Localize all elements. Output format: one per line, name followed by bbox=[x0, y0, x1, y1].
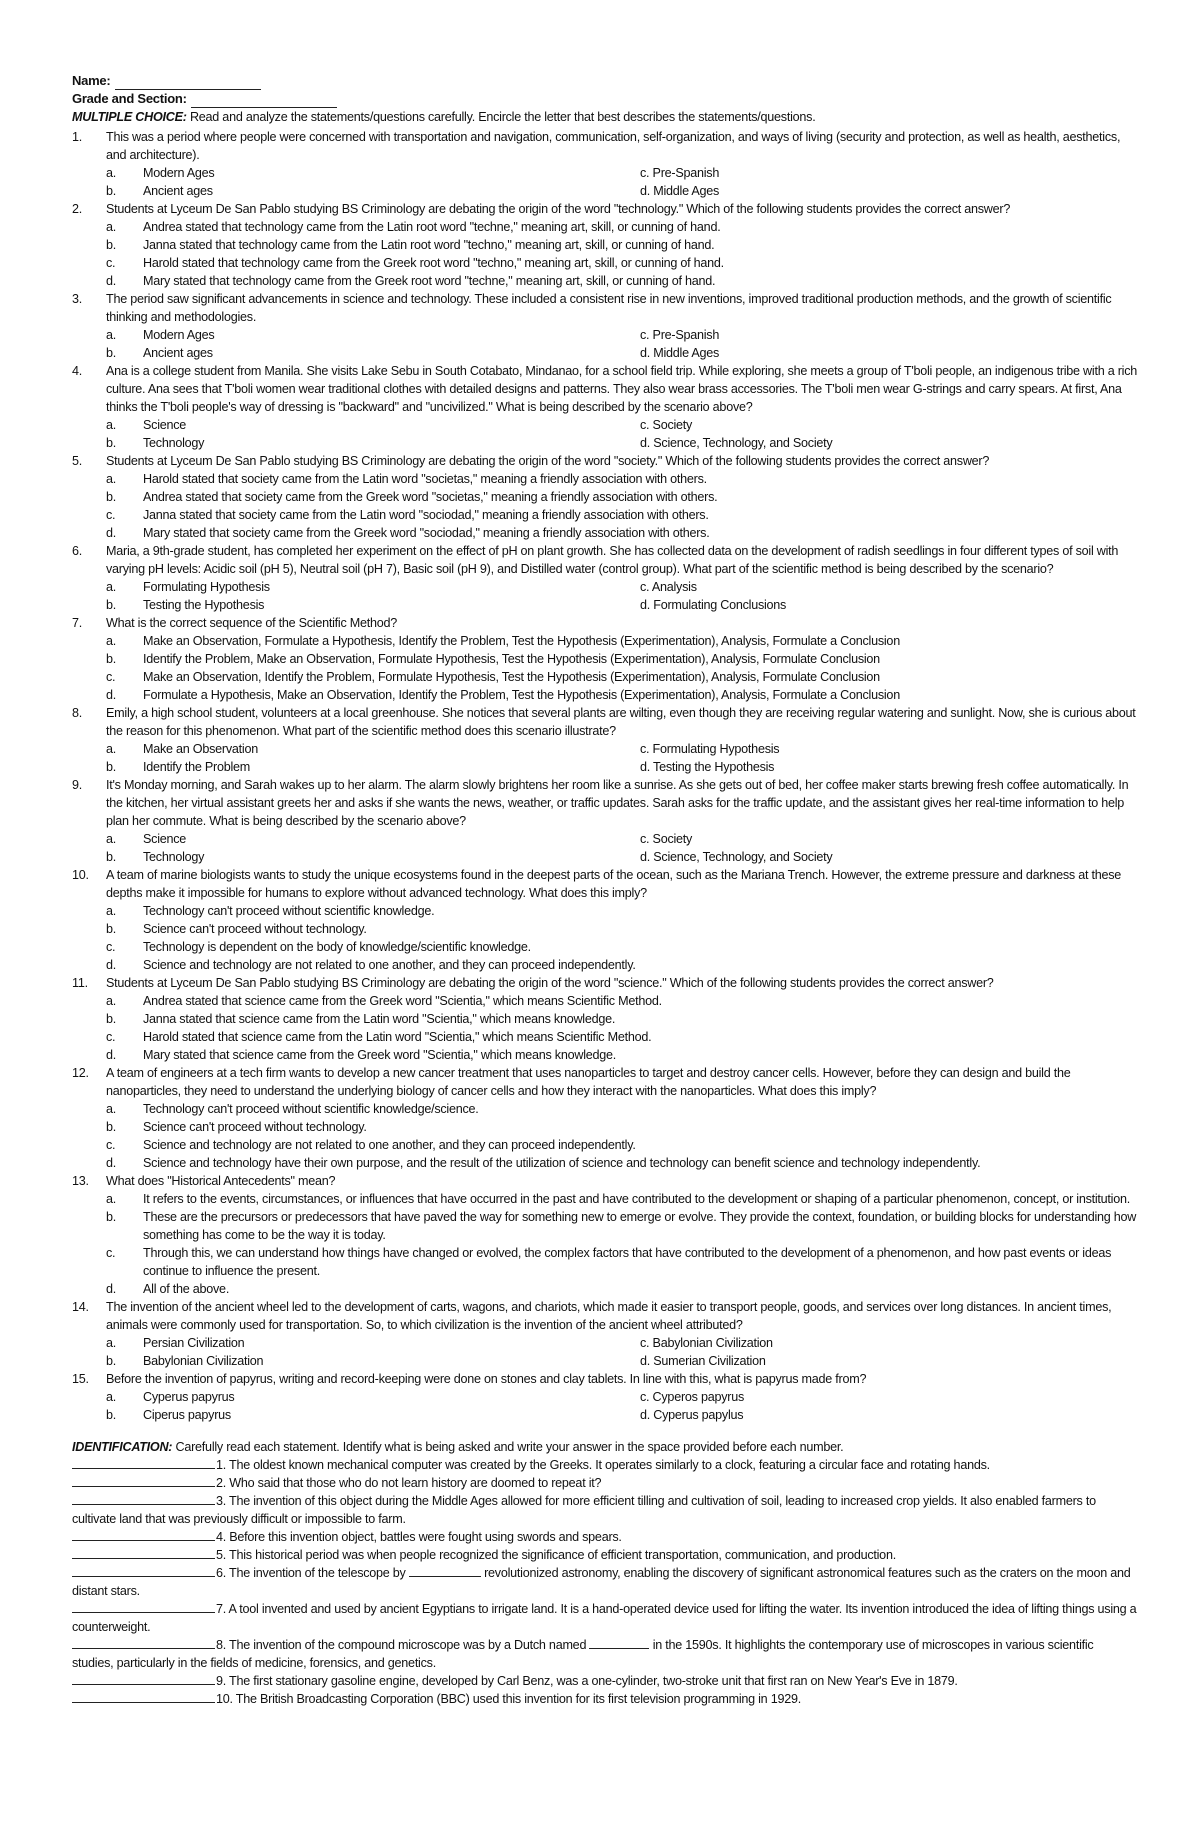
question-stem bbox=[72, 704, 1138, 740]
choice-letter: c. bbox=[106, 508, 116, 522]
question-number: 6. bbox=[72, 544, 83, 558]
choice-c[interactable] bbox=[640, 326, 1138, 344]
question-number: 14. bbox=[72, 1300, 89, 1314]
item-text: 4. Before this invention object, battles were fought using swords and spears. bbox=[216, 1530, 622, 1544]
choice-d[interactable] bbox=[106, 686, 1138, 704]
choice-letter: a. bbox=[106, 904, 117, 918]
question-text: What does "Historical Antecedents" mean? bbox=[106, 1174, 336, 1188]
choice-text: Ciperus papyrus bbox=[143, 1408, 231, 1422]
question-block bbox=[72, 362, 1138, 452]
question-text: The period saw significant advancements in science and technology. These included a consistent rise in new inventions, improved traditional production methods, and the growth of scientific thinking and methodologies. bbox=[106, 292, 1112, 324]
question-block bbox=[72, 200, 1138, 290]
item-text: 8. The invention of the compound microscope was by a Dutch named bbox=[216, 1638, 587, 1652]
question-text: It's Monday morning, and Sarah wakes up to her alarm. The alarm slowly brightens her room like a sunrise. As she gets out of bed, her coffee maker starts brewing fresh coffee automatically. In the kitchen, her virtual assistant greets her and asks if she wants the news, weather, or traffic updates. Sarah asks for the traffic update, and the assistant gives her real-time information to help plan her commute. What is being described by the scenario above? bbox=[106, 778, 1129, 828]
choice-b[interactable] bbox=[106, 182, 640, 200]
choice-c[interactable] bbox=[106, 1028, 1138, 1046]
choice-b[interactable] bbox=[106, 650, 1138, 668]
question-stem bbox=[72, 200, 1138, 218]
item-text-continued: in the 1590s. It highlights the contemporary use of microscopes in various scientific studies, particularly in the fields of medicine, forensics, and genetics. bbox=[72, 1638, 1094, 1670]
choice-b[interactable] bbox=[106, 1010, 1138, 1028]
choice-letter: c. bbox=[106, 1246, 116, 1260]
choice-text: c. Analysis bbox=[640, 580, 697, 594]
choice-letter: b. bbox=[106, 238, 117, 252]
choice-text: Mary stated that society came from the Greek word "sociodad," meaning a friendly association with others. bbox=[143, 526, 710, 540]
choice-b[interactable] bbox=[106, 488, 1138, 506]
choice-letter: a. bbox=[106, 472, 117, 486]
question-stem bbox=[72, 128, 1138, 164]
choice-list bbox=[106, 632, 1138, 704]
identification-item bbox=[72, 1474, 1138, 1492]
choice-c[interactable] bbox=[106, 668, 1138, 686]
mc-title: MULTIPLE CHOICE: bbox=[72, 110, 187, 124]
choice-b[interactable] bbox=[106, 1208, 1138, 1244]
choice-grid bbox=[106, 830, 1138, 866]
choice-text: c. Cyperos papyrus bbox=[640, 1390, 744, 1404]
choice-text: Ancient ages bbox=[143, 184, 213, 198]
choice-d[interactable] bbox=[640, 344, 1138, 362]
grade-line bbox=[72, 90, 1138, 108]
choice-letter: d. bbox=[106, 688, 117, 702]
question-text: Emily, a high school student, volunteers at a local greenhouse. She notices that several plants are wilting, even though they are receiving regular watering and sunlight. Now, she is curious about the reason for this phenomenon. What part of the scientific method does this scenario illustrate? bbox=[106, 706, 1136, 738]
choice-letter: b. bbox=[106, 184, 117, 198]
question-stem bbox=[72, 452, 1138, 470]
choice-a[interactable] bbox=[106, 470, 1138, 488]
question-stem bbox=[72, 776, 1138, 830]
question-text: Ana is a college student from Manila. She visits Lake Sebu in South Cotabato, Mindanao, for a school field trip. While exploring, she meets a group of T'boli people, an indigenous tribe with a rich culture. Ana sees that T'boli women wear traditional clothes with detailed designs and patterns. They also wear brass accessories. The T'boli men wear G-strings and carry spears. At first, Ana thinks the T'boli people's way of dressing is "backward" and "uncivilized." What is being described by the scenario above? bbox=[106, 364, 1138, 414]
choice-text: Science bbox=[143, 418, 187, 432]
choice-letter: b. bbox=[106, 760, 117, 774]
choice-letter: a. bbox=[106, 166, 117, 180]
item-text: 2. Who said that those who do not learn history are doomed to repeat it? bbox=[216, 1476, 602, 1490]
question-number: 1. bbox=[72, 130, 83, 144]
choice-c[interactable] bbox=[106, 254, 1138, 272]
choice-d[interactable] bbox=[640, 182, 1138, 200]
answer-blank[interactable] bbox=[72, 1546, 215, 1559]
choice-b[interactable] bbox=[106, 434, 640, 452]
choice-c[interactable] bbox=[640, 830, 1138, 848]
item-text: 1. The oldest known mechanical computer was created by the Greeks. It operates similarly to a clock, featuring a circular face and rotating hands. bbox=[216, 1458, 990, 1472]
question-number: 11. bbox=[72, 976, 88, 990]
choice-text: Andrea stated that technology came from the Latin root word "techne," meaning art, skill, or cunning of hand. bbox=[143, 220, 721, 234]
choice-text: c. Society bbox=[640, 418, 693, 432]
choice-text: c. Society bbox=[640, 832, 693, 846]
choice-a[interactable] bbox=[106, 902, 1138, 920]
choice-text: Babylonian Civilization bbox=[143, 1354, 264, 1368]
choice-text: Make an Observation, Formulate a Hypothesis, Identify the Problem, Test the Hypothesis (Experimentation), Analysis, Formulate a Conclusion bbox=[143, 634, 900, 648]
choice-a[interactable] bbox=[106, 1100, 1138, 1118]
name-line bbox=[72, 72, 1138, 90]
identification-item bbox=[72, 1546, 1138, 1564]
choice-c[interactable] bbox=[640, 1388, 1138, 1406]
worksheet bbox=[72, 72, 1138, 1708]
question-stem bbox=[72, 974, 1138, 992]
choice-c[interactable] bbox=[106, 1244, 1138, 1280]
choice-letter: a. bbox=[106, 328, 117, 342]
answer-blank[interactable] bbox=[72, 1672, 215, 1685]
choice-a[interactable] bbox=[106, 1388, 640, 1406]
choice-b[interactable] bbox=[106, 920, 1138, 938]
item-text: 5. This historical period was when people recognized the significance of efficient transportation, communication, and production. bbox=[216, 1548, 896, 1562]
choice-list bbox=[106, 902, 1138, 974]
choice-text: Technology is dependent on the body of knowledge/scientific knowledge. bbox=[143, 940, 531, 954]
question-number: 9. bbox=[72, 778, 83, 792]
choice-c[interactable] bbox=[640, 1334, 1138, 1352]
choice-text: Technology bbox=[143, 436, 205, 450]
choice-text: d. Formulating Conclusions bbox=[640, 598, 787, 612]
choice-text: Identify the Problem, Make an Observation, Formulate Hypothesis, Test the Hypothesis (Experimentation), Analysis, Formulate Conclusion bbox=[143, 652, 880, 666]
choice-text: Science and technology have their own purpose, and the result of the utilization of science and technology can benefit science and technology independently. bbox=[143, 1156, 981, 1170]
answer-blank[interactable] bbox=[72, 1528, 215, 1541]
choice-text: It refers to the events, circumstances, or influences that have occurred in the past and have contributed to the development or shaping of a particular phenomenon, concept, or institution. bbox=[143, 1192, 1130, 1206]
choice-text: c. Pre-Spanish bbox=[640, 328, 720, 342]
choice-d[interactable] bbox=[640, 1406, 1138, 1424]
choice-letter: b. bbox=[106, 850, 117, 864]
choice-letter: d. bbox=[106, 1048, 117, 1062]
choice-letter: d. bbox=[106, 1282, 117, 1296]
choice-d[interactable] bbox=[106, 956, 1138, 974]
choice-text: d. Sumerian Civilization bbox=[640, 1354, 766, 1368]
choice-b[interactable] bbox=[106, 1406, 640, 1424]
choice-d[interactable] bbox=[106, 524, 1138, 542]
choice-letter: b. bbox=[106, 598, 117, 612]
question-block bbox=[72, 452, 1138, 542]
choice-list bbox=[106, 1190, 1138, 1298]
id-title: IDENTIFICATION: bbox=[72, 1440, 173, 1454]
question-number: 8. bbox=[72, 706, 83, 720]
choice-text: Cyperus papyrus bbox=[143, 1390, 235, 1404]
question-stem bbox=[72, 362, 1138, 416]
question-block bbox=[72, 704, 1138, 776]
choice-a[interactable] bbox=[106, 740, 640, 758]
choice-a[interactable] bbox=[106, 830, 640, 848]
identification-item bbox=[72, 1564, 1138, 1600]
choice-text: d. Science, Technology, and Society bbox=[640, 436, 833, 450]
question-text: The invention of the ancient wheel led to the development of carts, wagons, and chariots, which made it easier to transport people, goods, and services over long distances. In ancient times, animals were commonly used for transportation. So, to which civilization is the invention of the ancient wheel attributed? bbox=[106, 1300, 1112, 1332]
choice-a[interactable] bbox=[106, 218, 1138, 236]
question-block bbox=[72, 290, 1138, 362]
question-text: Students at Lyceum De San Pablo studying BS Criminology are debating the origin of the word "society." Which of the following students provides the correct answer? bbox=[106, 454, 990, 468]
choice-d[interactable] bbox=[106, 1154, 1138, 1172]
choice-b[interactable] bbox=[106, 236, 1138, 254]
choice-text: Through this, we can understand how things have changed or evolved, the complex factors that have contributed to the development of a phenomenon, and how past events or ideas continue to influence the present. bbox=[143, 1246, 1112, 1278]
choice-letter: b. bbox=[106, 436, 117, 450]
choice-grid bbox=[106, 164, 1138, 200]
choice-a[interactable] bbox=[106, 1334, 640, 1352]
question-number: 2. bbox=[72, 202, 83, 216]
choice-b[interactable] bbox=[106, 596, 640, 614]
choice-list bbox=[106, 1100, 1138, 1172]
choice-c[interactable] bbox=[640, 416, 1138, 434]
choice-text: Ancient ages bbox=[143, 346, 213, 360]
inline-blank[interactable] bbox=[409, 1565, 481, 1577]
choice-letter: a. bbox=[106, 1192, 117, 1206]
choice-text: Modern Ages bbox=[143, 166, 215, 180]
item-text: 6. The invention of the telescope by bbox=[216, 1566, 406, 1580]
identification-item bbox=[72, 1456, 1138, 1474]
choice-text: Harold stated that technology came from the Greek root word "techno," meaning art, skill, or cunning of hand. bbox=[143, 256, 724, 270]
choice-d[interactable] bbox=[640, 596, 1138, 614]
question-block bbox=[72, 974, 1138, 1064]
question-number: 12. bbox=[72, 1066, 89, 1080]
choice-text: d. Cyperus papylus bbox=[640, 1408, 744, 1422]
choice-letter: b. bbox=[106, 490, 117, 504]
choice-text: Formulate a Hypothesis, Make an Observation, Identify the Problem, Test the Hypothesis (Experimentation), Analysis, Formulate a Conclusion bbox=[143, 688, 900, 702]
identification-item bbox=[72, 1528, 1138, 1546]
choice-c[interactable] bbox=[640, 164, 1138, 182]
question-text: A team of marine biologists wants to study the unique ecosystems found in the deepest parts of the ocean, such as the Mariana Trench. However, the extreme pressure and darkness at these depths make it impossible for humans to explore without advanced technology. What does this imply? bbox=[106, 868, 1122, 900]
choice-text: Make an Observation bbox=[143, 742, 258, 756]
choice-b[interactable] bbox=[106, 1352, 640, 1370]
choice-text: c. Babylonian Civilization bbox=[640, 1336, 773, 1350]
choice-text: c. Pre-Spanish bbox=[640, 166, 720, 180]
choice-text: Science can't proceed without technology. bbox=[143, 1120, 367, 1134]
question-text: A team of engineers at a tech firm wants to develop a new cancer treatment that uses nanoparticles to target and destroy cancer cells. However, before they can design and build the nanoparticles, they need to understand the underlying biology of cancer cells and how they interact with the nanoparticles. What does this imply? bbox=[106, 1066, 1071, 1098]
choice-letter: d. bbox=[106, 274, 117, 288]
choice-a[interactable] bbox=[106, 632, 1138, 650]
choice-d[interactable] bbox=[106, 272, 1138, 290]
choice-letter: a. bbox=[106, 742, 117, 756]
choice-text: Mary stated that science came from the Greek word "Scientia," which means knowledge. bbox=[143, 1048, 617, 1062]
choice-letter: c. bbox=[106, 1138, 116, 1152]
choice-list bbox=[106, 218, 1138, 290]
question-stem bbox=[72, 290, 1138, 326]
choice-b[interactable] bbox=[106, 1118, 1138, 1136]
identification-item bbox=[72, 1492, 1138, 1528]
choice-letter: b. bbox=[106, 652, 117, 666]
choice-letter: c. bbox=[106, 670, 116, 684]
question-text: Maria, a 9th-grade student, has completed her experiment on the effect of pH on plant growth. She has collected data on the development of radish seedlings in four different types of soil with varying pH levels: Acidic soil (pH 5), Neutral soil (pH 7), Basic soil (pH 9), and Distilled water (control group). What part of the scientific method is being described by the scenario? bbox=[106, 544, 1119, 576]
question-text: What is the correct sequence of the Scientific Method? bbox=[106, 616, 398, 630]
item-text-continued: revolutionized astronomy, enabling the discovery of significant astronomical features such as the craters on the moon and distant stars. bbox=[72, 1566, 1131, 1598]
choice-letter: a. bbox=[106, 634, 117, 648]
choice-text: Janna stated that society came from the Latin word "sociodad," meaning a friendly association with others. bbox=[143, 508, 709, 522]
choice-b[interactable] bbox=[106, 758, 640, 776]
choice-text: d. Testing the Hypothesis bbox=[640, 760, 775, 774]
choice-d[interactable] bbox=[640, 1352, 1138, 1370]
mc-instruction-text: Read and analyze the statements/questions carefully. Encircle the letter that best describes the statements/questions. bbox=[189, 110, 816, 124]
question-block bbox=[72, 776, 1138, 866]
answer-blank[interactable] bbox=[72, 1492, 215, 1505]
choice-letter: b. bbox=[106, 1408, 117, 1422]
choice-grid bbox=[106, 740, 1138, 776]
choice-text: Science bbox=[143, 832, 187, 846]
choice-d[interactable] bbox=[640, 848, 1138, 866]
choice-text: Persian Civilization bbox=[143, 1336, 245, 1350]
question-list bbox=[72, 128, 1138, 1424]
choice-grid bbox=[106, 1388, 1138, 1424]
choice-grid bbox=[106, 1334, 1138, 1370]
choice-letter: a. bbox=[106, 220, 117, 234]
choice-text: d. Middle Ages bbox=[640, 346, 720, 360]
choice-d[interactable] bbox=[640, 434, 1138, 452]
choice-grid bbox=[106, 416, 1138, 452]
question-stem bbox=[72, 866, 1138, 902]
choice-text: Harold stated that science came from the Latin word "Scientia," which means Scientific Method. bbox=[143, 1030, 652, 1044]
identification-list bbox=[72, 1456, 1138, 1708]
item-text: 3. The invention of this object during the Middle Ages allowed for more efficient tilling and cultivation of soil, leading to increased crop yields. It also enabled farmers to cultivate land that was previously difficult or impossible to farm. bbox=[72, 1494, 1096, 1526]
choice-letter: a. bbox=[106, 418, 117, 432]
choice-letter: b. bbox=[106, 1012, 117, 1026]
choice-letter: b. bbox=[106, 346, 117, 360]
choice-letter: b. bbox=[106, 922, 117, 936]
choice-text: Mary stated that technology came from the Greek root word "techne," meaning art, skill, or cunning of hand. bbox=[143, 274, 716, 288]
choice-text: Make an Observation, Identify the Problem, Formulate Hypothesis, Test the Hypothesis (Experimentation), Analysis, Formulate Conclusion bbox=[143, 670, 880, 684]
question-text: This was a period where people were concerned with transportation and navigation, communication, self-organization, and ways of living (security and protection, as well as health, aesthetics, and architecture). bbox=[106, 130, 1121, 162]
question-stem bbox=[72, 614, 1138, 632]
question-stem bbox=[72, 1064, 1138, 1100]
item-text: 7. A tool invented and used by ancient Egyptians to irrigate land. It is a hand-operated device used for lifting the water. Its invention introduced the idea of lifting things using a counterweight. bbox=[72, 1602, 1137, 1634]
inline-blank[interactable] bbox=[589, 1637, 649, 1649]
question-number: 7. bbox=[72, 616, 83, 630]
question-stem bbox=[72, 1172, 1138, 1190]
answer-blank[interactable] bbox=[72, 1564, 215, 1577]
choice-letter: c. bbox=[106, 940, 116, 954]
answer-blank[interactable] bbox=[72, 1456, 215, 1469]
question-block bbox=[72, 128, 1138, 200]
question-stem bbox=[72, 1298, 1138, 1334]
mc-instructions bbox=[72, 108, 1138, 126]
choice-letter: a. bbox=[106, 580, 117, 594]
question-number: 15. bbox=[72, 1372, 89, 1386]
choice-letter: d. bbox=[106, 958, 117, 972]
choice-grid bbox=[106, 578, 1138, 614]
question-block bbox=[72, 1064, 1138, 1172]
answer-blank[interactable] bbox=[72, 1474, 215, 1487]
choice-a[interactable] bbox=[106, 578, 640, 596]
choice-d[interactable] bbox=[106, 1046, 1138, 1064]
question-text: Before the invention of papyrus, writing and record-keeping were done on stones and clay tablets. In line with this, what is papyrus made from? bbox=[106, 1372, 867, 1386]
choice-c[interactable] bbox=[106, 506, 1138, 524]
question-block bbox=[72, 1172, 1138, 1298]
choice-text: All of the above. bbox=[143, 1282, 230, 1296]
answer-blank[interactable] bbox=[72, 1636, 215, 1649]
identification-item bbox=[72, 1690, 1138, 1708]
name-blank[interactable] bbox=[115, 76, 261, 90]
choice-c[interactable] bbox=[106, 1136, 1138, 1154]
question-stem bbox=[72, 1370, 1138, 1388]
choice-text: Technology can't proceed without scientific knowledge. bbox=[143, 904, 435, 918]
choice-b[interactable] bbox=[106, 344, 640, 362]
choice-text: Formulating Hypothesis bbox=[143, 580, 270, 594]
choice-text: c. Formulating Hypothesis bbox=[640, 742, 780, 756]
answer-blank[interactable] bbox=[72, 1690, 215, 1703]
id-instruction-text: Carefully read each statement. Identify what is being asked and write your answer in the space provided before each number. bbox=[175, 1440, 844, 1454]
identification-item bbox=[72, 1672, 1138, 1690]
choice-letter: a. bbox=[106, 1102, 117, 1116]
question-number: 4. bbox=[72, 364, 83, 378]
choice-letter: a. bbox=[106, 832, 117, 846]
item-text: 10. The British Broadcasting Corporation (BBC) used this invention for its first television programming in 1929. bbox=[216, 1692, 801, 1706]
question-block bbox=[72, 866, 1138, 974]
choice-a[interactable] bbox=[106, 164, 640, 182]
question-block bbox=[72, 614, 1138, 704]
choice-text: Andrea stated that society came from the Greek word "societas," meaning a friendly association with others. bbox=[143, 490, 718, 504]
choice-letter: a. bbox=[106, 1390, 117, 1404]
choice-grid bbox=[106, 326, 1138, 362]
choice-text: d. Science, Technology, and Society bbox=[640, 850, 833, 864]
choice-text: Modern Ages bbox=[143, 328, 215, 342]
id-instructions bbox=[72, 1438, 1138, 1456]
question-number: 5. bbox=[72, 454, 83, 468]
choice-letter: a. bbox=[106, 994, 117, 1008]
choice-a[interactable] bbox=[106, 1190, 1138, 1208]
choice-letter: c. bbox=[106, 256, 116, 270]
question-block bbox=[72, 542, 1138, 614]
choice-a[interactable] bbox=[106, 416, 640, 434]
choice-list bbox=[106, 992, 1138, 1064]
question-block bbox=[72, 1370, 1138, 1424]
choice-text: Technology bbox=[143, 850, 205, 864]
choice-a[interactable] bbox=[106, 992, 1138, 1010]
choice-text: Janna stated that technology came from the Latin root word "techno," meaning art, skill, or cunning of hand. bbox=[143, 238, 715, 252]
grade-label: Grade and Section: bbox=[72, 91, 187, 106]
choice-c[interactable] bbox=[640, 740, 1138, 758]
choice-text: Identify the Problem bbox=[143, 760, 251, 774]
item-text: 9. The first stationary gasoline engine, developed by Carl Benz, was a one-cylinder, two-stroke unit that first ran on New Year's Eve in 1879. bbox=[216, 1674, 958, 1688]
question-text: Students at Lyceum De San Pablo studying BS Criminology are debating the origin of the word "technology." Which of the following students provides the correct answer? bbox=[106, 202, 1011, 216]
choice-b[interactable] bbox=[106, 848, 640, 866]
choice-text: d. Middle Ages bbox=[640, 184, 720, 198]
choice-c[interactable] bbox=[106, 938, 1138, 956]
choice-letter: b. bbox=[106, 1210, 117, 1224]
question-number: 13. bbox=[72, 1174, 89, 1188]
question-text: Students at Lyceum De San Pablo studying BS Criminology are debating the origin of the word "science." Which of the following students provides the correct answer? bbox=[106, 976, 994, 990]
choice-letter: d. bbox=[106, 526, 117, 540]
choice-text: Science and technology are not related to one another, and they can proceed independently. bbox=[143, 1138, 636, 1152]
grade-blank[interactable] bbox=[191, 94, 337, 108]
choice-text: Andrea stated that science came from the Greek word "Scientia," which means Scientific Method. bbox=[143, 994, 662, 1008]
choice-list bbox=[106, 470, 1138, 542]
choice-a[interactable] bbox=[106, 326, 640, 344]
answer-blank[interactable] bbox=[72, 1600, 215, 1613]
choice-letter: d. bbox=[106, 1156, 117, 1170]
choice-d[interactable] bbox=[106, 1280, 1138, 1298]
choice-text: Testing the Hypothesis bbox=[143, 598, 265, 612]
choice-text: Janna stated that science came from the Latin word "Scientia," which means knowledge. bbox=[143, 1012, 616, 1026]
choice-text: These are the precursors or predecessors that have paved the way for something new to emerge or evolve. They provide the context, foundation, or building blocks for understanding how something has come to be the way it is today. bbox=[143, 1210, 1137, 1242]
identification-item bbox=[72, 1636, 1138, 1672]
question-number: 10. bbox=[72, 868, 89, 882]
question-number: 3. bbox=[72, 292, 83, 306]
question-stem bbox=[72, 542, 1138, 578]
choice-letter: a. bbox=[106, 1336, 117, 1350]
choice-c[interactable] bbox=[640, 578, 1138, 596]
identification-item bbox=[72, 1600, 1138, 1636]
choice-text: Harold stated that society came from the Latin word "societas," meaning a friendly association with others. bbox=[143, 472, 707, 486]
choice-d[interactable] bbox=[640, 758, 1138, 776]
choice-letter: b. bbox=[106, 1354, 117, 1368]
name-label: Name: bbox=[72, 73, 111, 88]
question-block bbox=[72, 1298, 1138, 1370]
choice-letter: b. bbox=[106, 1120, 117, 1134]
choice-text: Science can't proceed without technology. bbox=[143, 922, 367, 936]
choice-text: Technology can't proceed without scientific knowledge/science. bbox=[143, 1102, 479, 1116]
choice-text: Science and technology are not related to one another, and they can proceed independently. bbox=[143, 958, 636, 972]
choice-letter: c. bbox=[106, 1030, 116, 1044]
